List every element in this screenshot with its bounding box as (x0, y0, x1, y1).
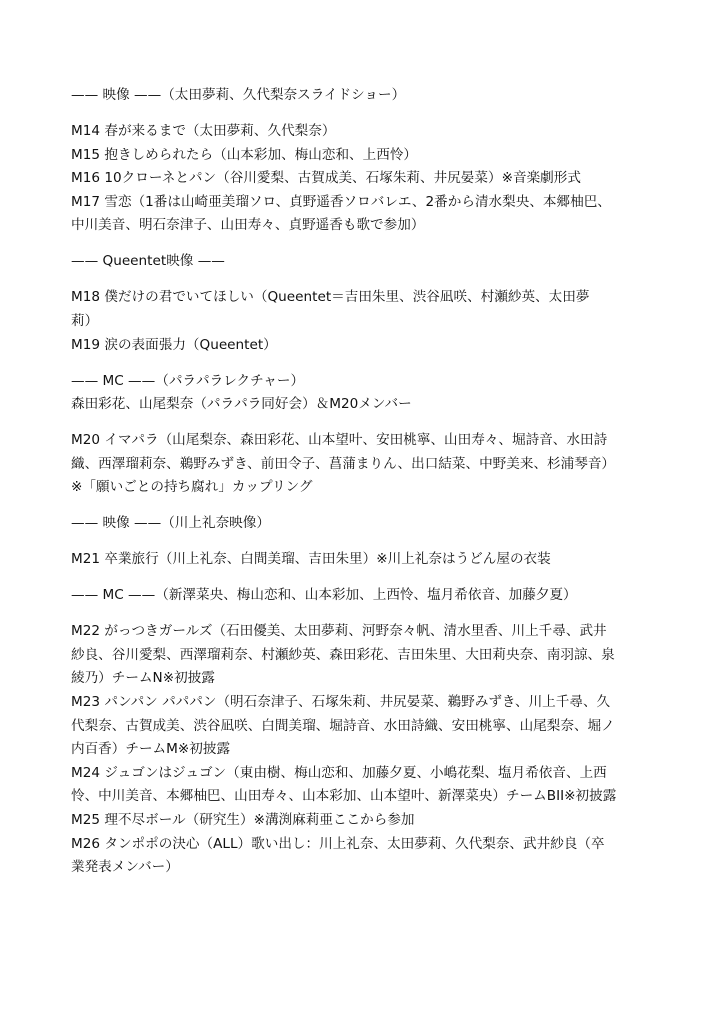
spacer (71, 608, 671, 620)
spacer (71, 500, 671, 512)
song-m23-cont: 代梨奈、古賀成美、渋谷凪咲、白間美瑠、堀詩音、水田詩織、安田桃寧、山尾梨奈、堀ノ (71, 717, 615, 734)
song-m24: M24 ジュゴンはジュゴン（東由樹、梅山恋和、加藤夕夏、小嶋花梨、塩月希依音、上西 (71, 764, 607, 781)
song-m20-cont: 織、西澤瑠莉奈、鵜野みずき、前田令子、菖蒲まりん、出口結菜、中野美来、杉浦琴音） (71, 455, 616, 472)
song-m18-cont: 莉） (71, 312, 99, 329)
song-m17: M17 雪恋（1番は山崎亜美瑠ソロ、貞野遥香ソロバレエ、2番から清水梨央、本郷柚巴、 (71, 193, 611, 210)
song-m20: M20 イマパラ（山尾梨奈、森田彩花、山本望叶、安田桃寧、山田寿々、堀詩音、水田詩 (71, 432, 608, 449)
section-header-mc-2: —— MC ——（新澤菜央、梅山恋和、山本彩加、上西怜、塩月希依音、加藤夕夏） (71, 587, 577, 604)
song-m24-cont: 怜、中川美音、本郷柚巴、山田寿々、山本彩加、山本望叶、新澤菜央）チームBII※初披露 (71, 788, 617, 805)
document-page (71, 84, 671, 880)
spacer (71, 238, 671, 250)
song-m25: M25 理不尽ボール（研究生）※溝渕麻莉亜ここから参加 (71, 811, 415, 828)
spacer (71, 108, 671, 120)
spacer (71, 357, 671, 369)
song-m17-cont: 中川美音、明石奈津子、山田寿々、貞野遥香も歌で参加） (71, 217, 425, 234)
song-m20-note: ※「願いごとの持ち腐れ」カップリング (71, 479, 313, 496)
section-header-queentet-video: —— Queentet映像 —— (71, 253, 225, 270)
song-m15: M15 抱きしめられたら（山本彩加、梅山恋和、上西怜） (71, 146, 418, 163)
song-m22-cont: 紗良、谷川愛梨、西澤瑠莉奈、村瀬紗英、森田彩花、吉田朱里、大田莉央奈、南羽諒、泉 (71, 646, 615, 663)
song-m16: M16 10クローネとパン（谷川愛梨、古賀成美、石塚朱莉、井尻晏菜）※音楽劇形式 (71, 170, 581, 187)
song-m22: M22 がっつきガールズ（石田優美、太田夢莉、河野奈々帆、清水里香、川上千尋、武井 (71, 623, 607, 640)
song-m14: M14 春が来るまで（太田夢莉、久代梨奈） (71, 122, 336, 139)
song-m21: M21 卒業旅行（川上礼奈、白間美瑠、吉田朱里）※川上礼奈はうどん屋の衣装 (71, 551, 551, 568)
spacer (71, 572, 671, 584)
section-header-mc-1: —— MC ——（パラパラレクチャー） (71, 372, 305, 389)
song-m26-cont: 業発表メンバー） (71, 859, 179, 876)
song-m26: M26 タンポポの決心（ALL）歌い出し：川上礼奈、太田夢莉、久代梨奈、武井紗良（卒 (71, 835, 605, 852)
mc-1-members: 森田彩花、山尾梨奈（パラパラ同好会）＆M20メンバー (71, 396, 412, 413)
spacer (71, 417, 671, 429)
section-header-video-2: —— 映像 ——（川上礼奈映像） (71, 515, 270, 532)
song-m22-cont2: 綾乃）チームN※初披露 (71, 670, 215, 687)
section-header-video-1: —— 映像 ——（太田夢莉、久代梨奈スライドショー） (71, 87, 406, 103)
song-m18: M18 僕だけの君でいてほしい（Queentet＝吉田朱里、渋谷凪咲、村瀬紗英、太田夢 (71, 289, 590, 306)
song-m19: M19 涙の表面張力（Queentet） (71, 336, 277, 353)
song-m23: M23 パンパン パパパン（明石奈津子、石塚朱莉、井尻晏菜、鵜野みずき、川上千尋、久 (71, 693, 611, 710)
spacer (71, 274, 671, 286)
song-m23-cont2: 内百香）チームM※初披露 (71, 741, 231, 758)
spacer (71, 536, 671, 548)
